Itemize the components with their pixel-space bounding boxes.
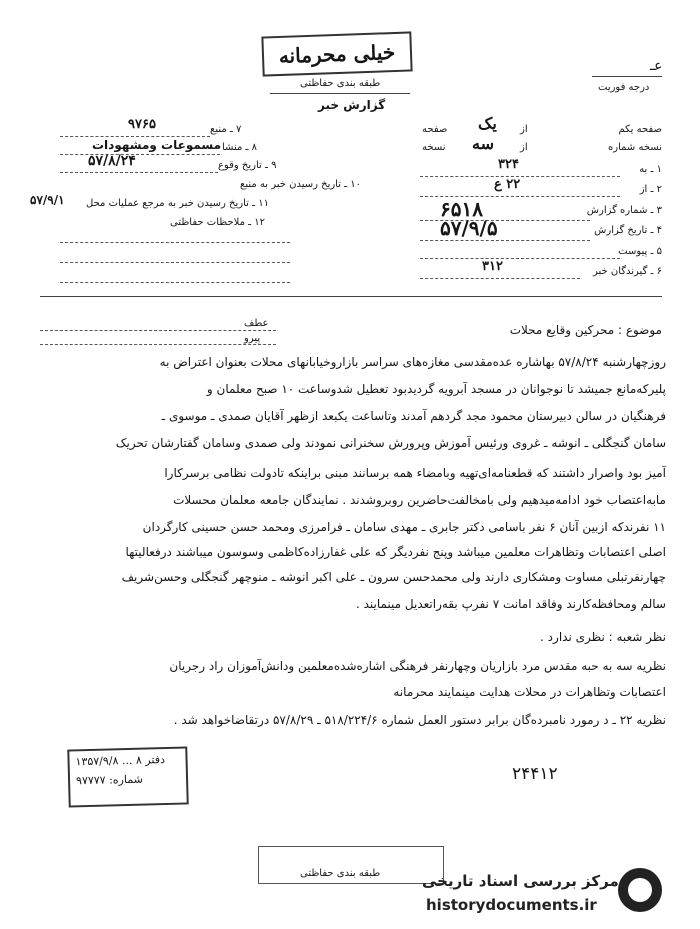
field-page-tail: صفحه bbox=[422, 124, 448, 135]
body-line: روزچهارشنبه ۵۷/۸/۲۴ بهاشاره عده‌مقدسی مغازه‌های سراسر بازاروخیابانهای محلات بعنوان اعتراض به bbox=[159, 355, 666, 369]
field-source-label: ۷ ـ منبع bbox=[210, 124, 242, 135]
field-page-mid: از bbox=[520, 124, 528, 135]
body-line: ۱۱ نفرندکه ازبین آنان ۶ نفر باسامی دکتر جابری ـ مهدی سامان ـ فرامرزی ومحمد حسن حسینی کارگردان bbox=[142, 520, 666, 534]
fill-line bbox=[60, 172, 218, 173]
field-security-notes-label: ۱۲ ـ ملاحظات حفاظتی bbox=[170, 217, 265, 228]
field-copy-label: نسخه شماره bbox=[608, 142, 662, 153]
field-copy-value: سه bbox=[472, 134, 494, 153]
field-report-number-label: ۳ ـ شماره گزارش bbox=[586, 205, 662, 216]
registry-stamp bbox=[67, 746, 188, 807]
fill-line bbox=[40, 330, 276, 331]
form-title: گزارش خبر bbox=[318, 98, 386, 112]
field-source-value: ۹۷۶۵ bbox=[128, 117, 156, 132]
body-line: مابه‌اعتصاب خود ادامه‌میدهیم ولی بامخالفت‌حاضرین روبروشدند . نمایندگان جامعه معلمان محسلات bbox=[173, 493, 666, 507]
field-from-label: ۲ ـ از bbox=[639, 184, 662, 195]
field-occurrence-date-value: ۵۷/۸/۲۴ bbox=[88, 153, 136, 169]
field-occurrence-date-label: ۹ ـ تاریخ وقوع bbox=[218, 160, 277, 171]
classification-label-top: طبقه بندی حفاظتی bbox=[300, 78, 381, 89]
fill-line bbox=[60, 136, 210, 137]
field-hq-received-value: ۵۷/۹/۱ bbox=[30, 193, 65, 207]
watermark-text-en: historydocuments.ir bbox=[426, 896, 597, 914]
fill-line bbox=[420, 278, 580, 279]
field-page-value: یک bbox=[478, 114, 497, 133]
subject-line: موضوع : محرکین وقایع محلات bbox=[509, 323, 662, 337]
stamp-text: خیلی محرمانه bbox=[278, 39, 396, 69]
corner-mark: عـ bbox=[650, 58, 663, 74]
field-copy-tail: نسخه bbox=[422, 142, 446, 153]
body-line: سالم ومحافظه‌کارند وفاقد امانت ۷ نفرپ بقه‌راتعدیل مینمایند . bbox=[355, 597, 666, 611]
field-recipients-value: ۳۱۲ bbox=[482, 259, 503, 274]
field-copy-mid: از bbox=[520, 142, 528, 153]
field-origin-label: ۸ ـ منشا bbox=[222, 142, 258, 153]
priority-label: درجه فوریت bbox=[598, 82, 650, 93]
watermark-logo-inner bbox=[628, 878, 652, 902]
field-from-value: ۲۲ ع bbox=[494, 177, 521, 192]
field-attachment-label: ۵ ـ پیوست bbox=[618, 246, 662, 257]
field-origin-value: مسموعات ومشهودات bbox=[92, 138, 222, 152]
watermark-text-fa: مرکز بررسی اسناد تاریخی bbox=[422, 872, 619, 890]
fill-line bbox=[60, 242, 290, 243]
fill-line bbox=[60, 262, 290, 263]
divider bbox=[592, 76, 662, 77]
field-to-label: ۱ ـ به bbox=[639, 164, 662, 175]
reference-label: عطف bbox=[244, 318, 269, 329]
field-to-value: ۳۲۴ bbox=[498, 157, 519, 172]
field-report-date-value: ۵۷/۹/۵ bbox=[440, 216, 498, 240]
body-line: چهارنفرتبلی مساوت ومشکاری دارند ولی محمدحسن سرون ـ علی اکبر انوشه ـ منوچهر گنجگلی وحسن‌شریف bbox=[121, 570, 666, 584]
body-line: نظریه سه به حبه مقدس مرد بازاریان وچهارنفر فرهنگی اشاره‌شده‌معلمین ودانش‌آموزان راد رجریان bbox=[169, 659, 666, 673]
body-line: اعتصابات وتظاهرات در محلات هدایت مینمایند محرمانه bbox=[393, 685, 666, 699]
archive-number: ۲۴۴۱۲ bbox=[512, 764, 558, 784]
fill-line bbox=[420, 240, 590, 241]
divider bbox=[270, 93, 410, 94]
field-report-number-value: ۶۵۱۸ bbox=[440, 197, 483, 221]
field-report-date-label: ۴ ـ تاریخ گزارش bbox=[594, 225, 662, 236]
fill-line bbox=[40, 344, 276, 345]
top-classification-stamp bbox=[261, 31, 412, 76]
body-line: پلیرکه‌مانع جمیشد تا نوجوانان در مسجد آبرویه گردید‌بود تعطیل شدوساعت ۱۰ صبح معلمان و bbox=[206, 382, 666, 396]
body-line: اصلی اعتصابات وتظاهرات معلمین میباشد وپنج نفردیگر که علی غفارزاده‌کاظمی وسوسون میباشند درفعالیتها bbox=[125, 545, 666, 559]
body-line: آمیز بود واصرار داشتند که قطعنامه‌ای‌تهیه وبامضاء همه برسانند مبنی براینکه تادولت نظامی برسرکارا bbox=[164, 466, 666, 480]
body-line: سامان گنجگلی ـ انوشه ـ غروی ورئیس آموزش وپرورش سخنرانی نمودند ولی صمدی وسامان گفتارشان تحریک bbox=[115, 436, 666, 450]
field-source-received-label: ۱۰ ـ تاریخ رسیدن خبر به منبع bbox=[240, 179, 362, 190]
fill-line bbox=[420, 258, 620, 259]
fill-line bbox=[60, 282, 290, 283]
field-hq-received-label: ۱۱ ـ تاریخ رسیدن خبر به مرجع عملیات محل bbox=[86, 198, 269, 209]
classification-label-bottom: طبقه بندی حفاظتی bbox=[300, 868, 381, 879]
field-recipients-label: ۶ ـ گیرندگان خبر bbox=[592, 266, 662, 277]
section-divider bbox=[40, 296, 662, 297]
fill-line bbox=[60, 154, 220, 155]
stamp-line: دفتر ۸ ... ۱۳۵۷/۹/۸ bbox=[75, 753, 166, 769]
body-line: نظر شعبه : نظری ندارد . bbox=[540, 630, 666, 644]
body-line: فرهنگیان در سالن دبیرستان محمود مجد گردهم آمدند وتاساعت یکبعد ازظهر آقایان صمدی ـ موسوی ـ bbox=[161, 409, 666, 423]
followup-label: پیرو bbox=[244, 333, 261, 344]
stamp-line: شماره: ۹۷۷۷۷ bbox=[75, 772, 143, 788]
body-line: نظریه ۲۲ ـ د رمورد نامبرده‌گان برابر دستور العمل شماره ۵۱۸/۲۲۴/۶ ـ ۵۷/۸/۲۹ درتقاضاخواهد شد . bbox=[173, 713, 666, 727]
field-page-label: صفحه یکم bbox=[618, 124, 662, 135]
